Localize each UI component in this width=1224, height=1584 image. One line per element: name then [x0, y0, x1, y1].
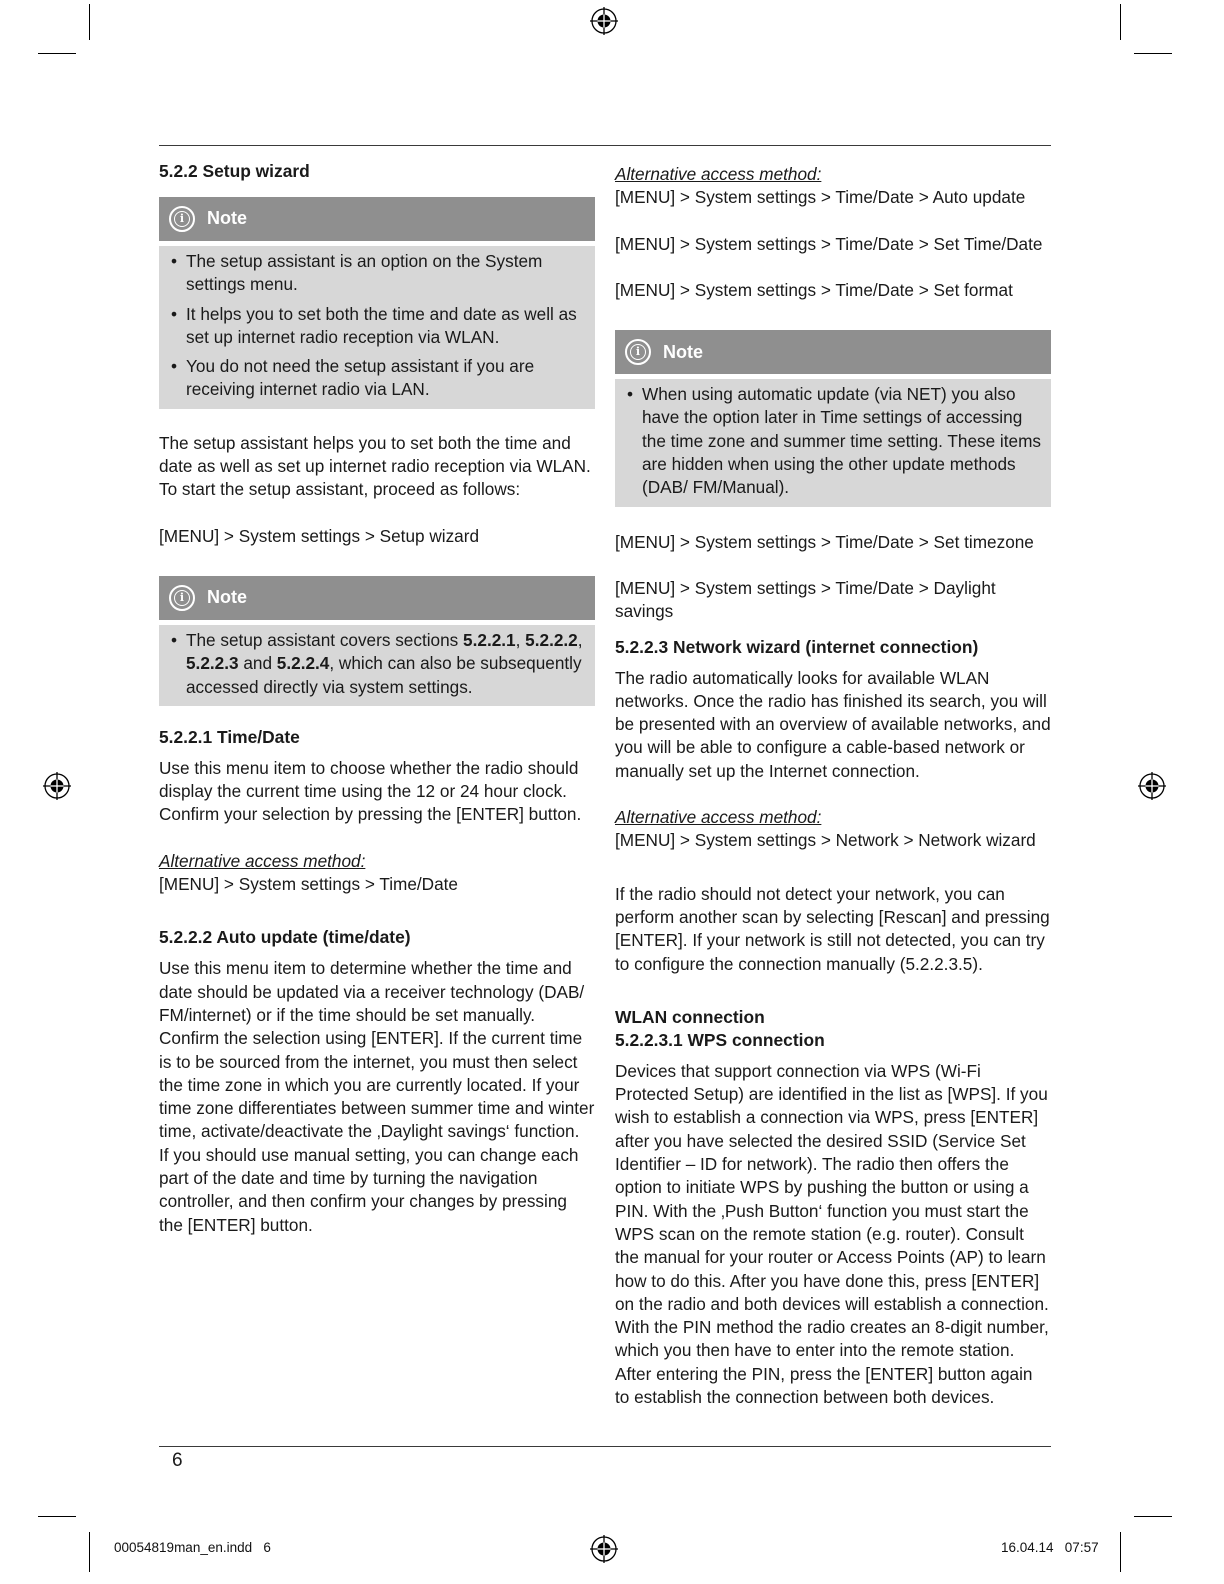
- crop-mark: [38, 53, 76, 54]
- note-box: [615, 330, 1051, 506]
- setup-wizard-heading: 5.2.2 Setup wizard: [159, 161, 310, 181]
- setup-paragraph: The setup assistant helps you to set both the time and date as well as set up internet radio reception via WLAN. To start the setup assistant, proceed as follows:: [159, 432, 591, 500]
- rescan-paragraph: If the radio should not detect your network, you can perform another scan by selecting [Rescan] and pressing [ENTER]. If your network is still not detected, you can try to configure the connection manually (5.2.2.3.5).: [615, 883, 1050, 974]
- alternative-access-label: Alternative access method:: [615, 164, 822, 184]
- info-icon: i: [169, 206, 195, 232]
- crop-mark: [38, 1516, 76, 1517]
- crop-mark: [89, 1532, 90, 1572]
- right-column: [615, 163, 1051, 1409]
- note-title: Note: [207, 208, 247, 229]
- footer-rule: [159, 1446, 1051, 1447]
- time-date-paragraph: Use this menu item to choose whether the radio should display the current time using the 12 or 24 hour clock. Confirm your selection by pressing the [ENTER] button.: [159, 757, 582, 825]
- note-body: [615, 379, 1051, 506]
- note-box: [159, 576, 595, 706]
- footer-filename: 00054819man_en.indd 6: [114, 1540, 271, 1555]
- crop-mark: [1134, 53, 1172, 54]
- note-box: [159, 197, 595, 409]
- wps-paragraph: Devices that support connection via WPS (Wi-Fi Protected Setup) are identified in the list as [WPS]. If you wish to establish a connection via WPS, press [ENTER] after you have selected the desired SSID (Service Set Identifier – ID for network). The radio then offers the option to initiate WPS by pushing the button or using a PIN. With the ‚Push Button‘ function you must start the WPS scan on the remote station (e.g. router). Consult the manual for your router or Access Points (AP) to learn how to do this. After you have done this, press [ENTER] on the radio and both devices will establish a connection.: [615, 1060, 1049, 1314]
- left-column: [159, 160, 595, 1237]
- note-item: • You do not need the setup assistant if you are receiving internet radio via LAN.: [169, 355, 585, 402]
- set-format-menu-path: [MENU] > System settings > Time/Date > Set format: [615, 279, 1013, 300]
- daylight-savings-menu-path: [MENU] > System settings > Time/Date > Daylight savings: [615, 577, 996, 622]
- note-header: [159, 576, 595, 620]
- note-header: [159, 197, 595, 241]
- note-item: • When using automatic update (via NET) you also have the option later in Time settings of accessing the time zone and summer time setting. These items are hidden when using the other update methods (DAB/ FM/Manual).: [625, 383, 1041, 499]
- registration-mark-icon: [1138, 772, 1166, 800]
- auto-update-heading: 5.2.2.2 Auto update (time/date): [159, 927, 411, 948]
- note-item: • The setup assistant covers sections 5.2.2.1, 5.2.2.2, 5.2.2.3 and 5.2.2.4, which can also be subsequently accessed directly via system settings.: [169, 629, 585, 699]
- wps-connection-heading: 5.2.2.3.1 WPS connection: [615, 1029, 825, 1050]
- wlan-connection-heading: WLAN connection: [615, 1006, 765, 1027]
- time-date-menu-path: [MENU] > System settings > Time/Date: [159, 874, 458, 895]
- registration-mark-icon: [590, 7, 618, 35]
- network-wizard-heading: 5.2.2.3 Network wizard (internet connection): [615, 636, 979, 657]
- auto-update-paragraph: Use this menu item to determine whether the time and date should be updated via a receiver technology (DAB/ FM/internet) or if the time should be set manually. Confirm the selection using [ENTER]. If the current time is to be sourced from the internet, you must then select the time zone in which you are currently located. If your time zone differentiates between summer time and winter time, activate/deactivate the ‚Daylight savings‘ function.: [159, 958, 595, 1142]
- wps-paragraph: With the PIN method the radio creates an 8-digit number, which you then have to enter into the remote station. After entering the PIN, press the [ENTER] button again to establish the connection between both devices.: [615, 1317, 1049, 1407]
- crop-mark: [1134, 1516, 1172, 1517]
- note-item: • It helps you to set both the time and date as well as set up internet radio reception via WLAN.: [169, 303, 585, 350]
- registration-mark-icon: [43, 772, 71, 800]
- page-number: 6: [172, 1450, 183, 1471]
- setup-menu-path: [MENU] > System settings > Setup wizard: [159, 525, 479, 546]
- note-item: • The setup assistant is an option on the System settings menu.: [169, 250, 585, 297]
- info-icon: i: [625, 339, 651, 365]
- crop-mark: [1120, 1532, 1121, 1572]
- alternative-access-label: Alternative access method:: [159, 850, 366, 871]
- alternative-access-label: Alternative access method:: [615, 807, 822, 828]
- header-rule: [159, 145, 1051, 146]
- crop-mark: [89, 4, 90, 40]
- auto-update-paragraph: If you should use manual setting, you can change each part of the date and time by turning the navigation controller, and then confirm your changes by pressing the [ENTER] button.: [159, 1144, 579, 1235]
- note-title: Note: [663, 341, 703, 362]
- footer-datetime: 16.04.14 07:57: [1001, 1540, 1099, 1555]
- note-title: Note: [207, 587, 247, 608]
- registration-mark-icon: [590, 1535, 618, 1563]
- network-menu-path: [MENU] > System settings > Network > Network wizard: [615, 830, 1036, 851]
- network-paragraph: The radio automatically looks for available WLAN networks. Once the radio has finished its search, you will be presented with an overview of available networks, and you will be able to configure a cable-based network or manually set up the Internet connection.: [615, 667, 1051, 781]
- time-date-heading: 5.2.2.1 Time/Date: [159, 726, 300, 747]
- note-body: [159, 625, 595, 706]
- note-header: [615, 330, 1051, 374]
- note-body: [159, 246, 595, 409]
- info-icon: i: [169, 585, 195, 611]
- crop-mark: [1120, 4, 1121, 40]
- set-time-menu-path: [MENU] > System settings > Time/Date > Set Time/Date: [615, 233, 1043, 254]
- set-timezone-menu-path: [MENU] > System settings > Time/Date > Set timezone: [615, 531, 1034, 552]
- auto-update-menu-path: [MENU] > System settings > Time/Date > Auto update: [615, 187, 1026, 208]
